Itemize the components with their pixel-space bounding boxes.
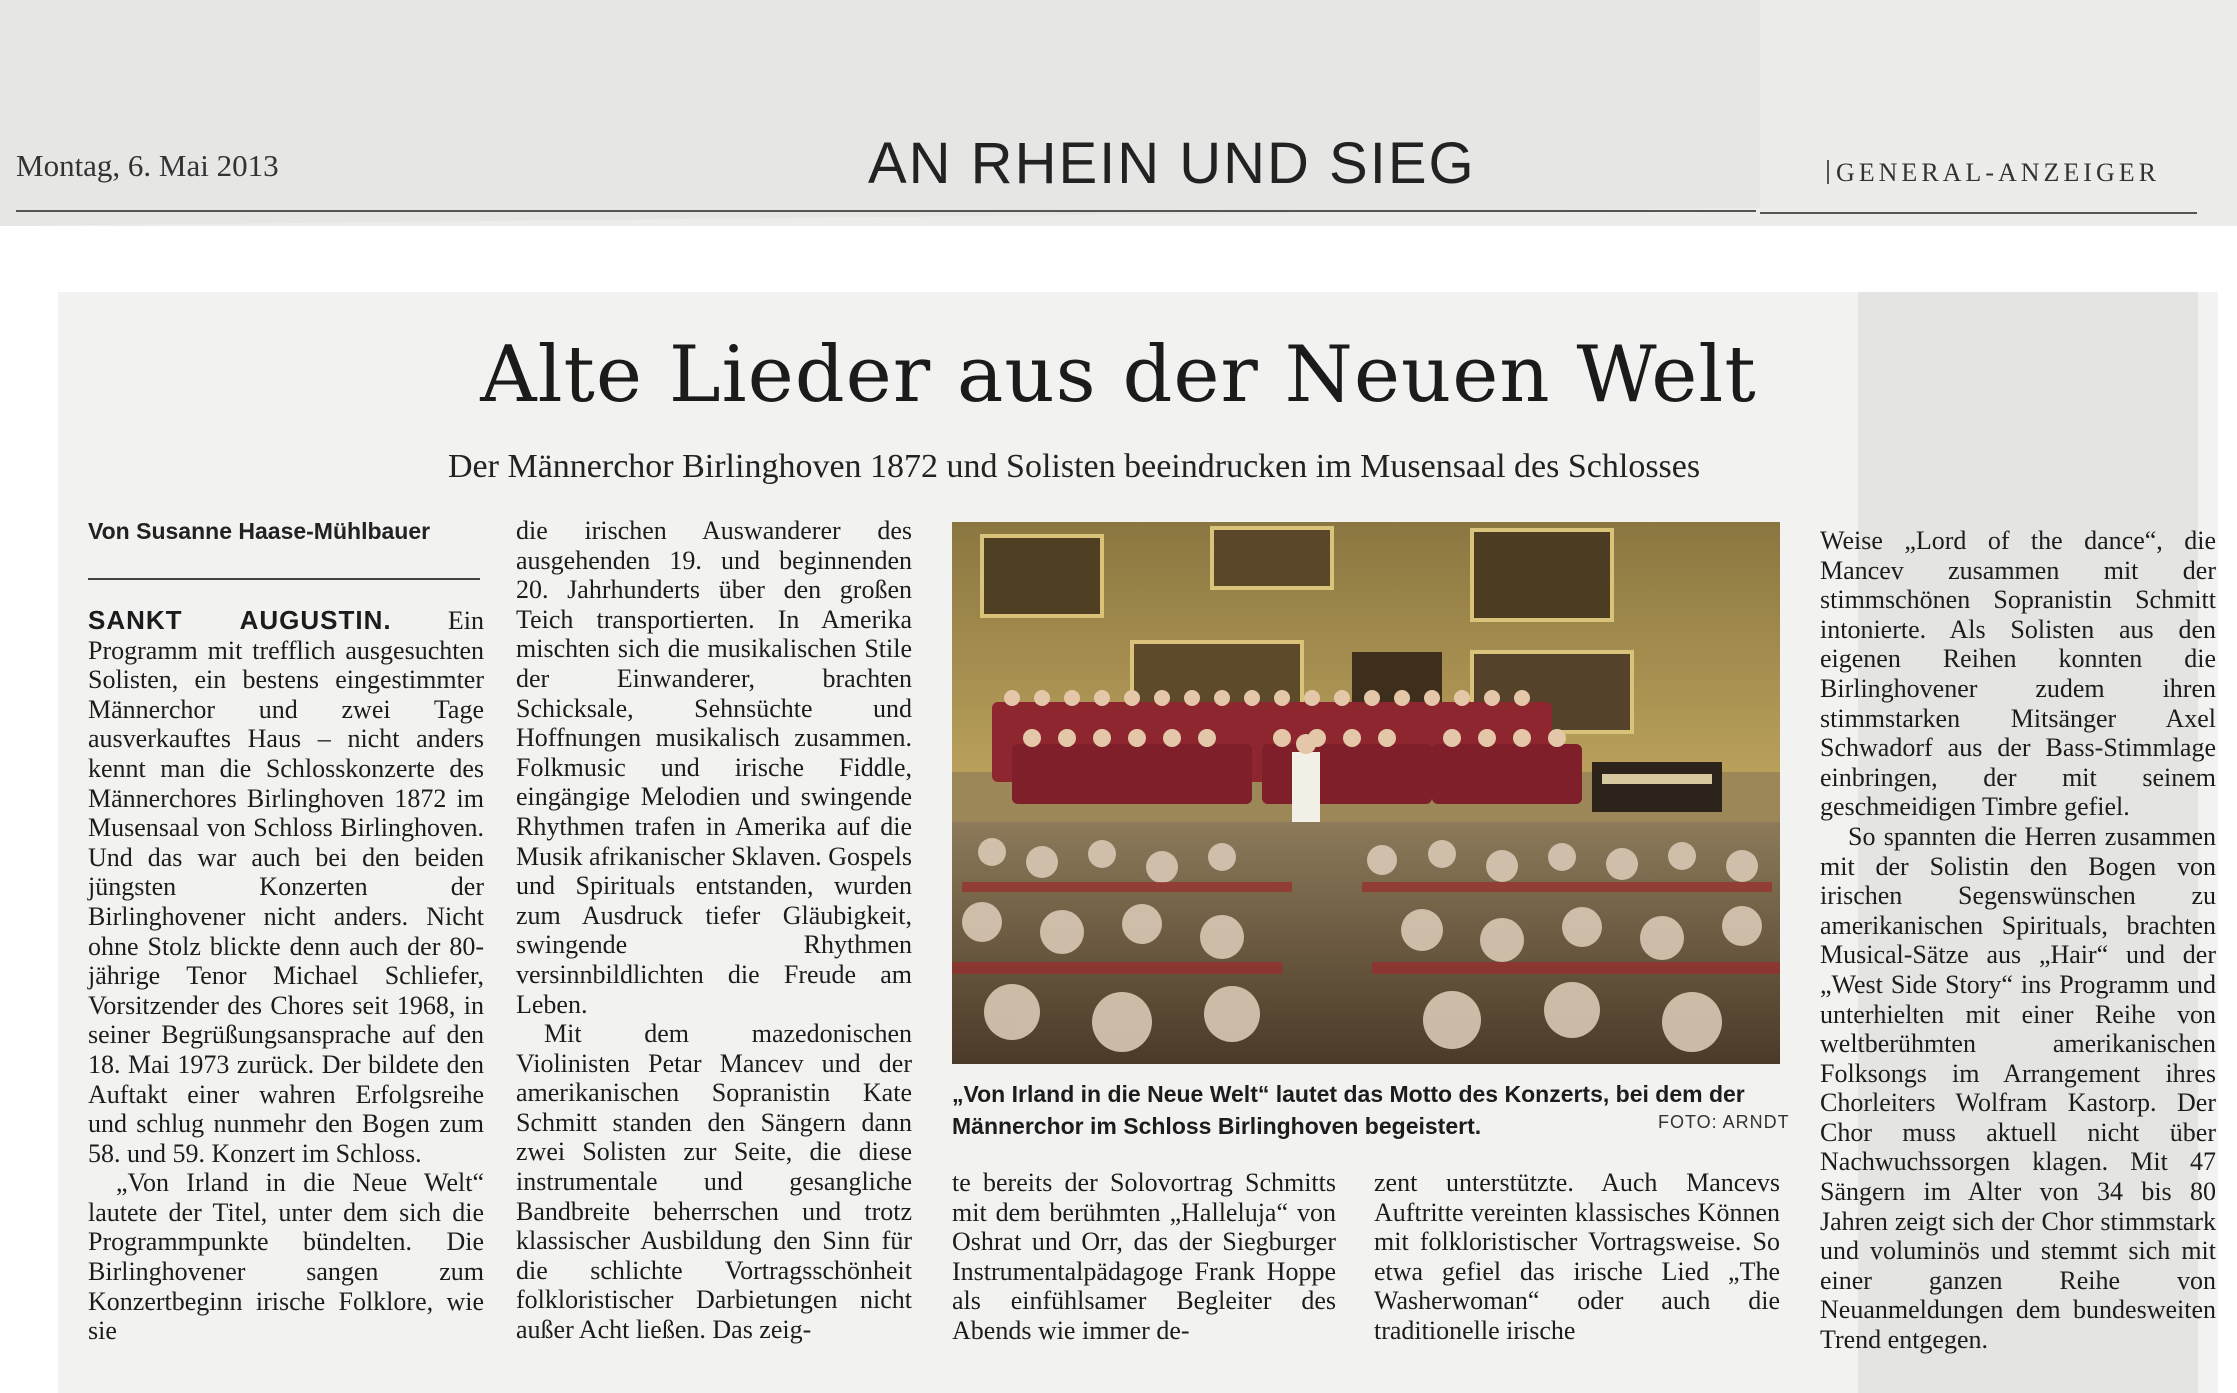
dateline: SANKT AUGUSTIN. xyxy=(88,605,392,635)
choir-concert-photo xyxy=(952,522,1780,1064)
paragraph: zent unterstützte. Auch Mancevs Auftritte vereinten klassisches Können mit folkloristischer Vortragsweise. So etwa gefiel das irische Lied „The Washerwoman“ oder auch die traditionelle irische xyxy=(1374,1168,1780,1345)
photo-credit: FOTO: ARNDT xyxy=(1658,1112,1790,1132)
paragraph: So spannten die Herren zusammen mit der Solistin den Bogen von irischen Segenswünschen zu amerikanischen Spirituals, brachten Musical-Sätze aus „Hair“ und der „West Side Story“ ins Programm und unterhielten mit einer Reihe von weltberühmten amerikanischen Folksongs im Arrangement ihres Chorleiters Wolfram Kastorp. Der Chor muss aktuell nicht über Nachwuchssorgen klagen. Mit 47 Sängern im Alter von 34 bis 80 Jahren zeigt sich der Chor stimmstark und voluminös und stemmt sich mit einer ganzen Reihe von Neuanmeldungen dem bundesweiten Trend entgegen. xyxy=(1820,821,2216,1355)
byline-rule xyxy=(88,578,480,580)
article-column-1 xyxy=(88,606,484,1346)
paragraph: Weise „Lord of the dance“, die Mancev zusammen mit der stimmschönen Sopranistin Schmitt intonierte. Als Solisten aus den eigenen Reihen konnten die Birlinghovener zudem ihren stimmstarken Mitsänger Axel Schwadorf aus der Bass-Stimmlage einbringen, der mit seinem geschmeidigen Timbre gefiel. xyxy=(1820,526,2216,822)
byline: Von Susanne Haase-Mühlbauer xyxy=(88,518,431,544)
subheadline: Der Männerchor Birlinghoven 1872 und Solisten beeindrucken im Musensaal des Schlosses xyxy=(448,448,1701,485)
paragraph: die irischen Auswanderer des ausgehenden 19. und beginnenden 20. Jahrhunderts über den großen Teich transportierten. In Amerika mischten sich die musikalischen Stile der Einwanderer, brachten Schicksale, Sehnsüchte und Hoffnungen musikalisch zusammen. Folkmusic und irische Fiddle, eingängige Melodien und swingende Rhythmen trafen in Amerika auf die Musik afrikanischer Sklaven. Gospels und Spirituals entstanden, wurden zum Ausdruck tiefer Gläubigkeit, swingende Rhythmen versinnbildlichten die Freude am Leben. xyxy=(516,516,912,1019)
choir-photo-illustration xyxy=(952,522,1780,1064)
paragraph: Mit dem mazedonischen Violinisten Petar Mancev und der amerikanischen Sopranistin Kate Schmitt standen den Sängern dann zwei Solisten zur Seite, die diese instrumentale und gesangliche Bandbreite beherrschen und trotz klassischer Ausbildung den Sinn für die schlichte Vortragsschönheit folkloristischer Darbietungen nicht außer Acht ließen. Das zeig- xyxy=(516,1019,912,1345)
paragraph-text: Ein Programm mit trefflich ausgesuchten Solisten, ein bestens eingestimmter Männerchor und zwei Tage ausverkauftes Haus – nicht anders kennt man die Schlosskonzerte des Männerchores Birlinghoven 1872 im Musensaal von Schloss Birlinghoven. Und das war auch bei den beiden jüngsten Konzerten der Birlinghovener nicht anders. Nicht ohne Stolz blickte denn auch der 80-jährige Tenor Michael Schliefer, Vorsitzender des Chores seit 1968, in seiner Begrüßungsansprache auf den 18. Mai 1973 zurück. Der bildete den Auftakt einer wahren Erfolgsreihe und schlug nunmehr den Bogen zum 58. und 59. Konzert im Schloss. xyxy=(88,606,485,1168)
masthead-rule-right xyxy=(1760,212,2197,214)
issue-date: Montag, 6. Mai 2013 xyxy=(16,148,279,183)
article-column-5 xyxy=(1820,526,2216,1355)
photo-caption: „Von Irland in die Neue Welt“ lautet das Motto des Konzerts, bei dem der Männerchor im Schloss Birlinghoven begeistert. xyxy=(952,1081,1745,1139)
newspaper-name: GENERAL-ANZEIGER xyxy=(1836,158,2160,187)
paragraph-text: „Von Irland in die Neue Welt“ lautete der Titel, unter dem sich die Programmpunkte bündelten. Die Birlinghovener sangen zum Konzertbeginn irische Folklore, wie sie xyxy=(88,1168,484,1346)
masthead-rule xyxy=(16,210,1756,212)
article-column-3 xyxy=(952,1168,1336,1346)
masthead-separator xyxy=(1827,160,1829,184)
article-column-4 xyxy=(1374,1168,1780,1346)
paragraph xyxy=(88,1168,484,1346)
headline: Alte Lieder aus der Neuen Welt xyxy=(480,330,1757,420)
article-column-2 xyxy=(516,516,912,1345)
section-title: AN RHEIN UND SIEG xyxy=(868,131,1476,196)
paragraph: te bereits der Solovortrag Schmitts mit dem berühmten „Halleluja“ von Oshrat und Orr, das der Siegburger Instrumentalpädagoge Frank Hoppe als einfühlsamer Begleiter des Abends wie immer de- xyxy=(952,1168,1336,1345)
paragraph xyxy=(88,606,484,1168)
